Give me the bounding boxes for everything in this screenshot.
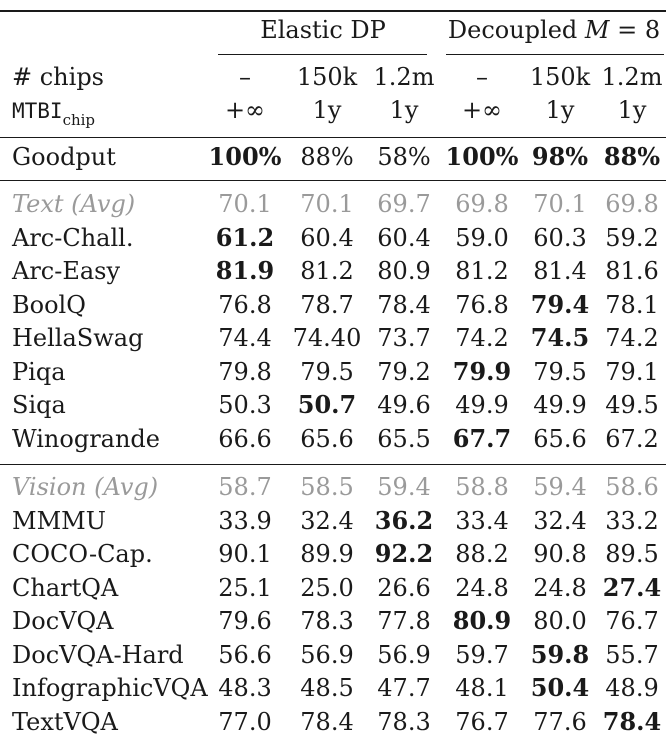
vision-cell: 77.0: [218, 707, 272, 736]
text-avg-value: 70.1: [300, 190, 354, 218]
text-row-label: HellaSwag: [12, 324, 144, 352]
text-cell: 78.4: [377, 290, 431, 319]
text-cell: 67.7: [452, 423, 512, 453]
mtbi-value: 1y: [389, 96, 419, 124]
text-cell: 79.8: [218, 357, 272, 386]
mtbi-label: [12, 94, 95, 129]
vision-cell: 56.6: [218, 640, 272, 669]
group-header-decoupled-var: M: [584, 16, 610, 44]
text-cell: 66.6: [218, 424, 272, 453]
mtbi-label-sub: chip: [62, 111, 96, 129]
vision-cell: 33.9: [218, 506, 272, 535]
mtbi-value: 1y: [312, 96, 342, 124]
text-cell: 78.7: [300, 290, 354, 319]
vision-cell: 25.1: [218, 573, 272, 602]
text-cell: 49.6: [377, 391, 431, 419]
text-cell: 81.2: [300, 257, 354, 285]
text-cell: 79.1: [605, 357, 659, 386]
text-row-label: Arc-Chall.: [12, 223, 134, 252]
vision-cell: 48.1: [455, 674, 509, 702]
vision-cell: 48.3: [218, 674, 272, 702]
text-row-label: Siqa: [12, 391, 66, 419]
vision-cell: 78.4: [300, 707, 354, 736]
chips-label: # chips: [12, 63, 104, 91]
text-cell: 65.6: [533, 424, 587, 453]
text-cell: 81.2: [455, 257, 509, 285]
vision-cell: 77.8: [377, 607, 431, 635]
goodput-value: 58%: [377, 143, 431, 171]
chips-value: 150k: [296, 63, 358, 91]
vision-cell: 78.4: [602, 706, 662, 736]
text-avg-label: Text (Avg): [12, 190, 136, 218]
chips-value: –: [239, 63, 251, 91]
section-rule: [0, 464, 666, 465]
text-cell: 60.4: [300, 223, 354, 252]
text-cell: 65.5: [377, 424, 431, 453]
group-header-decoupled-eq: = 8: [609, 16, 661, 44]
vision-avg-value: 58.6: [605, 473, 659, 501]
vision-cell: 24.8: [533, 573, 587, 602]
vision-cell: 48.5: [300, 674, 354, 702]
vision-cell: 89.9: [300, 540, 354, 568]
vision-cell: 92.2: [374, 539, 434, 568]
vision-avg-value: 59.4: [377, 473, 431, 501]
text-cell: 74.2: [455, 324, 509, 352]
text-cell: 49.9: [533, 391, 587, 419]
text-row-label: Winogrande: [12, 424, 160, 453]
text-cell: 81.9: [215, 256, 275, 285]
top-rule: [0, 10, 666, 12]
group-header-decoupled: [448, 14, 660, 46]
text-cell: 79.5: [300, 357, 354, 386]
vision-cell: 89.5: [605, 540, 659, 568]
text-cell: 79.4: [530, 289, 590, 319]
text-cell: 60.3: [533, 223, 587, 252]
text-cell: 50.3: [218, 391, 272, 419]
text-cell: 59.0: [455, 223, 509, 252]
text-cell: 59.2: [605, 223, 659, 252]
text-cell: 74.5: [530, 323, 590, 352]
chips-value: 1.2m: [373, 63, 435, 91]
vision-cell: 77.6: [533, 707, 587, 736]
vision-cell: 78.3: [377, 707, 431, 736]
vision-cell: 26.6: [377, 573, 431, 602]
vision-row-label: DocVQA-Hard: [12, 640, 184, 669]
text-cell: 74.40: [292, 324, 362, 352]
chips-value: –: [476, 63, 488, 91]
goodput-value: 88%: [300, 143, 354, 171]
text-cell: 79.2: [377, 357, 431, 386]
mtbi-value: 1y: [617, 96, 647, 124]
vision-cell: 27.4: [602, 572, 662, 602]
text-cell: 80.9: [377, 257, 431, 285]
goodput-value: 100%: [445, 142, 519, 171]
vision-avg-value: 58.8: [455, 473, 509, 501]
vision-avg-label: Vision (Avg): [12, 473, 159, 501]
vision-cell: 33.4: [455, 506, 509, 535]
vision-cell: 90.1: [218, 540, 272, 568]
text-avg-value: 70.1: [533, 190, 587, 218]
vision-cell: 50.4: [530, 673, 590, 702]
header-rule: [0, 137, 666, 138]
vision-cell: 56.9: [377, 640, 431, 669]
cmidrule-elastic: [218, 54, 427, 55]
vision-cell: 55.7: [605, 640, 659, 669]
vision-cell: 47.7: [377, 674, 431, 702]
group-header-decoupled-name: Decoupled: [447, 16, 585, 44]
text-row-label: Arc-Easy: [12, 257, 121, 285]
vision-cell: 25.0: [300, 573, 354, 602]
text-avg-value: 69.7: [377, 190, 431, 218]
text-cell: 65.6: [300, 424, 354, 453]
text-cell: 49.5: [605, 391, 659, 419]
vision-avg-value: 58.5: [300, 473, 354, 501]
text-avg-value: 69.8: [605, 190, 659, 218]
goodput-value: 88%: [603, 142, 661, 171]
chips-value: 150k: [529, 63, 591, 91]
mtbi-value: 1y: [545, 96, 575, 124]
text-cell: 60.4: [377, 223, 431, 252]
goodput-rule: [0, 180, 666, 181]
text-avg-value: 69.8: [455, 190, 509, 218]
vision-cell: 76.7: [455, 707, 509, 736]
goodput-value: 98%: [531, 142, 589, 171]
text-cell: 67.2: [605, 424, 659, 453]
vision-cell: 56.9: [300, 640, 354, 669]
text-cell: 61.2: [215, 222, 275, 252]
vision-cell: 33.2: [605, 506, 659, 535]
goodput-label: Goodput: [12, 143, 116, 171]
text-cell: 49.9: [455, 391, 509, 419]
vision-row-label: ChartQA: [12, 573, 119, 602]
vision-cell: 32.4: [300, 506, 354, 535]
text-cell: 50.7: [297, 390, 357, 419]
text-cell: 81.4: [533, 257, 587, 285]
vision-cell: 78.3: [300, 607, 354, 635]
group-header-elastic-dp: Elastic DP: [260, 16, 386, 44]
vision-cell: 79.6: [218, 607, 272, 635]
text-cell: 76.8: [455, 290, 509, 319]
vision-cell: 90.8: [533, 540, 587, 568]
vision-row-label: TextVQA: [12, 707, 118, 736]
vision-cell: 80.9: [452, 606, 512, 635]
text-cell: 78.1: [605, 290, 659, 319]
mtbi-value: +∞: [461, 96, 503, 124]
vision-cell: 76.7: [605, 607, 659, 635]
vision-row-label: MMMU: [12, 506, 106, 535]
mtbi-value: +∞: [224, 96, 266, 124]
text-avg-value: 70.1: [218, 190, 272, 218]
chips-value: 1.2m: [601, 63, 663, 91]
vision-row-label: InfographicVQA: [12, 674, 208, 702]
mtbi-label-main: MTBI: [12, 99, 63, 123]
text-cell: 76.8: [218, 290, 272, 319]
vision-cell: 36.2: [374, 505, 434, 535]
vision-row-label: DocVQA: [12, 607, 114, 635]
text-cell: 79.9: [452, 356, 512, 386]
vision-cell: 59.7: [455, 640, 509, 669]
vision-avg-value: 58.7: [218, 473, 272, 501]
cmidrule-decoupled: [446, 54, 664, 55]
goodput-value: 100%: [208, 142, 282, 171]
vision-cell: 24.8: [455, 573, 509, 602]
text-row-label: Piqa: [12, 357, 66, 386]
text-cell: 74.4: [218, 324, 272, 352]
vision-avg-value: 59.4: [533, 473, 587, 501]
vision-cell: 32.4: [533, 506, 587, 535]
vision-cell: 80.0: [533, 607, 587, 635]
vision-cell: 48.9: [605, 674, 659, 702]
vision-cell: 59.8: [530, 639, 590, 669]
vision-row-label: COCO-Cap.: [12, 540, 153, 568]
text-cell: 81.6: [605, 257, 659, 285]
text-row-label: BoolQ: [12, 290, 86, 319]
text-cell: 79.5: [533, 357, 587, 386]
text-cell: 74.2: [605, 324, 659, 352]
text-cell: 73.7: [377, 324, 431, 352]
vision-cell: 88.2: [455, 540, 509, 568]
